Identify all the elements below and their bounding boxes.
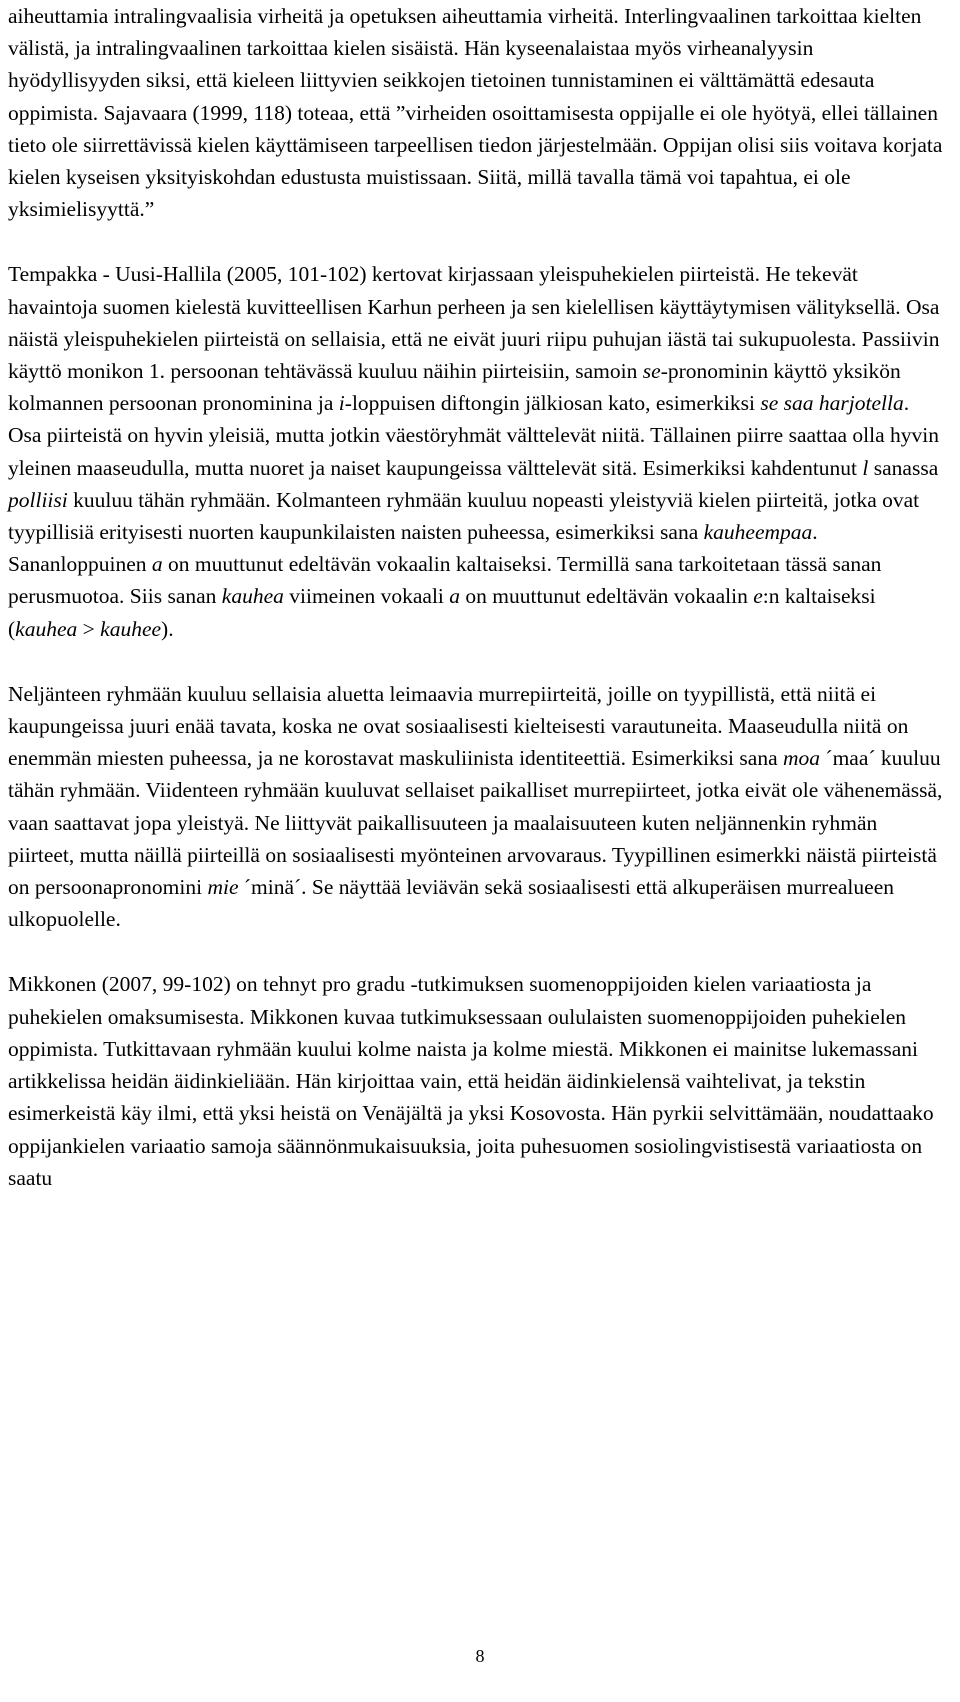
italic-run: e [753, 584, 763, 609]
paragraph-4 [8, 968, 944, 1193]
italic-run: se saa harjotella [760, 391, 904, 416]
text-run: -loppuisen diftongin jälkiosan kato, esimerkiksi [344, 391, 761, 416]
text-run: Neljänteen ryhmään kuuluu sellaisia aluetta leimaavia murrepiirteitä, joille on tyypillistä, että niitä ei kaupungeissa juuri enää tavata, koska ne ovat sosiaalisesti kielteisesti varautuneita. Maaseudulla niitä on enemmän miesten puheessa, ja ne korostavat maskuliinista identiteettiä. Esimerkiksi sana [8, 681, 909, 771]
text-run: . Sananloppuinen [8, 520, 818, 577]
italic-run: kauheempaa [703, 520, 813, 545]
italic-run: a [151, 552, 163, 577]
italic-run: se [642, 359, 661, 384]
paragraph-3 [8, 678, 944, 936]
text-run: sanassa [868, 455, 939, 480]
italic-run: kauhee [100, 616, 162, 641]
page-number: 8 [475, 1646, 485, 1666]
italic-run: polliisi [8, 487, 68, 512]
text-run: ´maa´ kuuluu tähän ryhmään. Viidenteen ryhmään kuuluvat sellaiset paikalliset murrepiirteet, jotka eivät ole vähenemässä, vaan saattavat jopa yleistyä. Ne liittyvät paikallisuuteen ja maalaisuuteen kuten neljännenkin ryhmän piirteet, mutta näillä piirteillä on sosiaalisesti myönteinen arvovaraus. Tyypillinen esimerkki näistä piirteistä on persoonapronomini [8, 746, 943, 900]
text-run: > [77, 616, 101, 641]
text-run: aiheuttamia intralingvaalisia virheitä ja opetuksen aiheuttamia virheitä. Interlingvaalinen tarkoittaa kielten välistä, ja intralingvaalinen tarkoittaa kielen sisäistä. Hän kyseenalaistaa myös virheanalyysin hyödyllisyyden siksi, että kieleen liittyvien seikkojen tietoinen tunnistaminen ei välttämättä edesauta oppimista. Sajavaara (1999, 118) toteaa, että ”virheiden osoittamisesta oppijalle ei ole hyötyä, ellei tällainen tieto ole siirrettävissä kielen käyttämiseen tarpeellisen tiedon järjestelmään. Oppijan olisi siis voitava korjata kielen kyseisen yksityiskohdan edustusta muistissaan. Siitä, millä tavalla tämä voi tapahtua, ei ole yksimielisyyttä.” [8, 4, 943, 222]
text-run: Tempakka - Uusi-Hallila (2005, 101-102) kertovat kirjassaan yleispuhekielen piirteistä. He tekevät havaintoja suomen kielestä kuvitteellisen Karhun perheen ja sen kielellisen käyttäytymisen välityksellä. Osa näistä yleispuhekielen piirteistä on sellaisia, että ne eivät juuri riipu puhujan iästä tai sukupuolesta. Passiivin käyttö monikon 1. persoonan tehtävässä kuuluu näihin piirteisiin, samoin [8, 262, 940, 384]
text-run: viimeinen vokaali [283, 584, 450, 609]
text-run: -pronominin käyttö yksikön kolmannen persoonan pronominina ja [8, 359, 901, 416]
text-run: ). [161, 616, 174, 641]
text-run: kuuluu tähän ryhmään. Kolmanteen ryhmään kuuluu nopeasti yleistyviä kielen piirteitä, jotka ovat tyypillisiä erityisesti nuorten kaupunkilaisten naisten puheessa, esimerkiksi sana [8, 487, 920, 545]
text-run: on muuttunut edeltävän vokaalin kaltaiseksi. Termillä sana tarkoitetaan tässä sanan perusmuotoa. Siis sanan [8, 552, 882, 609]
document-page [8, 0, 944, 1227]
italic-run: i [338, 391, 345, 416]
text-run: Mikkonen (2007, 99-102) on tehnyt pro gradu -tutkimuksen suomenoppijoiden kielen variaatiosta ja puhekielen omaksumisesta. Mikkonen kuvaa tutkimuksessaan oululaisten suomenoppijoiden puhekielen oppimista. Tutkittavaan ryhmään kuului kolme naista ja kolme miestä. Mikkonen ei mainitse lukemassani artikkelissa heidän äidinkieliään. Hän kirjoittaa vain, että heidän äidinkielensä vaihtelivat, ja tekstin esimerkeistä käy ilmi, että yksi heistä on Venäjältä ja yksi Kosovosta. Hän pyrkii selvittämään, noudattaako oppijankielen variaatio samoja säännönmukaisuuksia, joita puhesuomen sosiolingvistisestä variaatiosta on saatu [8, 972, 934, 1190]
italic-run: kauhea [221, 584, 284, 609]
italic-run: l [862, 455, 869, 480]
paragraph-1 [8, 0, 944, 225]
italic-run: mie [207, 875, 239, 900]
italic-run: kauhea [15, 616, 78, 641]
paragraph-2 [8, 258, 944, 644]
text-run: :n kaltaiseksi ( [8, 584, 876, 641]
italic-run: moa [783, 746, 821, 771]
italic-run: a [449, 584, 461, 609]
text-run: on muuttunut edeltävän vokaalin [460, 584, 754, 609]
text-run: . Osa piirteistä on hyvin yleisiä, mutta jotkin väestöryhmät välttelevät niitä. Tällainen piirre saattaa olla hyvin yleinen maaseudulla, mutta nuoret ja naiset kaupungeissa välttelevät sitä. Esimerkiksi kahdentunut [8, 391, 940, 480]
text-run: ´minä´. Se näyttää leviävän sekä sosiaalisesti että alkuperäisen murrealueen ulkopuolelle. [8, 875, 894, 932]
